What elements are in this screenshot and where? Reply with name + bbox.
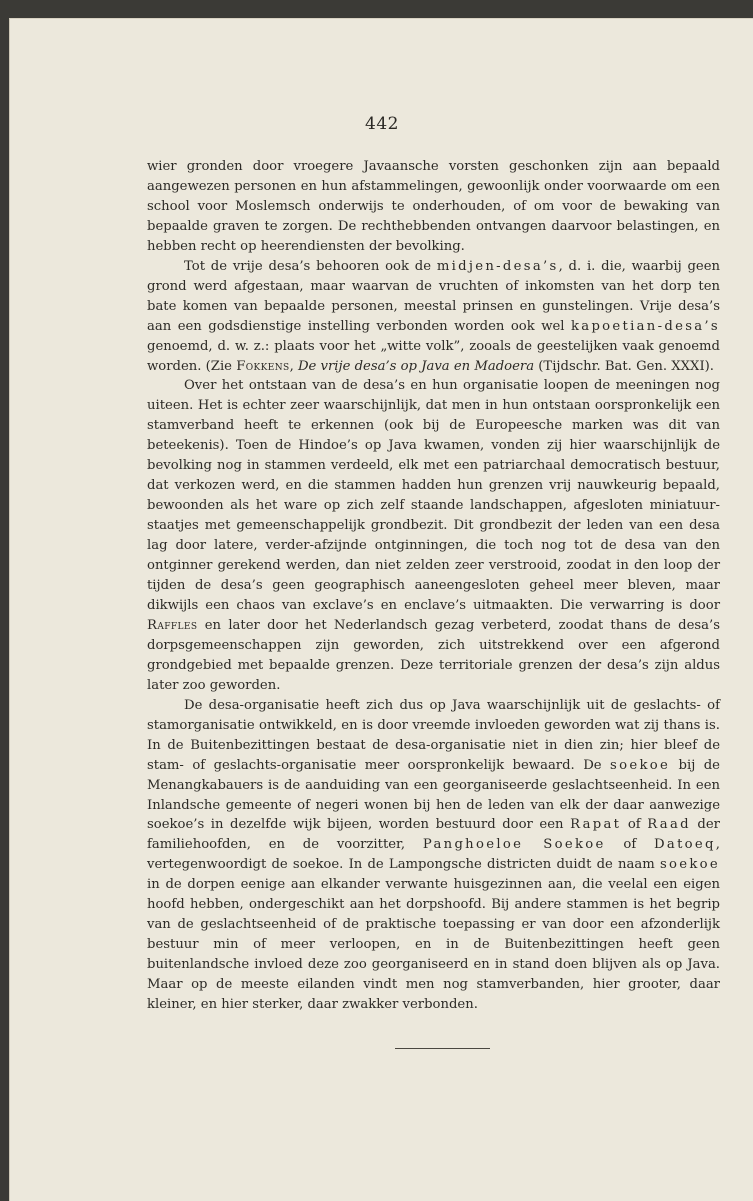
text-run: of	[621, 817, 648, 833]
spaced-term: Rapat	[570, 817, 622, 833]
paragraph-2	[147, 257, 720, 377]
text-run: bij de Menangkabauers is de aanduiding van een georganiseerde geslachtseenheid. In een Inlandsche gemeente of negeri wonen bij hen de leden van elk der daar aanwezige soekoe’s in dezelfde wijk bijeen, worden bestuurd door een	[147, 757, 720, 833]
spaced-term: midjen-desa’s	[436, 258, 559, 274]
text-run: in de dorpen eenige aan elkander verwante huisgezinnen aan, die veelal een eigen hoofd hebben, ondergeschikt aan het dorpshoofd. Bij andere stammen is het begrip van de geslachtseenheid of de praktische toepassing er van door een afzonderlijk bestuur min of meer verloopen, en in de Buitenbezittingen heeft geen buitenlandsche invloed deze zoo georganiseerd en in stand doen blijven als op Java. Maar op de meeste eilanden vindt men nog stamverbanden, hier grooter, daar kleiner, en hier sterker, daar zwakker verbonden.	[147, 877, 720, 1013]
paragraph-1: wier gronden door vroegere Javaansche vorsten geschonken zijn aan bepaald aangewezen personen en hun afstammelingen, gewoonlijk onder voorwaarde om een school voor Moslemsch onderwijs te onderhouden, of om voor de bewaking van bepaalde graven te zorgen. De rechthebbenden ontvangen daarvoor belastingen, en hebben recht op heerendiensten der bevolking.	[147, 159, 720, 254]
spaced-term: Panghoeloe Soekoe	[422, 837, 606, 853]
paragraph-3	[147, 376, 720, 695]
text-run: De desa-organisatie heeft zich dus op Java waarschijnlijk uit de geslachts- of stamorganisatie ontwikkeld, en is door vreemde invloeden geworden wat zij thans is. In de Buitenbezittingen bestaat de desa-organisatie niet in dien zin; hier bleef de stam- of geslachts-organisatie meer oorspronkelijk bewaard. De	[147, 697, 720, 773]
work-title: De vrije desa’s op Java en Madoera	[297, 358, 535, 374]
text-run: of	[605, 837, 655, 853]
text-run: ,	[289, 358, 298, 374]
text-run: , d. i. die, waarbij geen grond werd afgestaan, maar waarvan de vruchten of inkomsten van het dorp ten bate komen van bepaalde personen, meestal prinsen en gunstelingen. Vrije desa’s aan een godsdienstige instelling verbonden worden ook wel	[147, 258, 720, 334]
spaced-term: Raad	[647, 817, 691, 833]
spaced-term: Datoeq	[654, 837, 716, 853]
spaced-term: kapoetian-desa’s	[570, 318, 720, 334]
text-run: Over het ontstaan van de desa’s en hun organisatie loopen de meeningen nog uiteen. Het is echter zeer waarschijnlijk, dat men in hun ontstaan oorspronkelijk een stamverband heeft te erkennen (ook bij de Europeesche marken was dit van beteekenis). Toen de Hindoe’s op Java kwamen, vonden zij hier waarschijnlijk de bevolking nog in stammen verdeeld, elk met een patriarchaal democratisch bestuur, dat verkozen werd, en die stammen hadden hun grenzen vrij nauwkeurig bepaald, bewoonden als het ware op zich zelf staande landschappen, afgesloten miniatuur-staatjes met gemeenschappelijk grondbezit. Dit grondbezit der leden van een desa lag door latere, verder-afzijnde ontginningen, die toch nog tot de desa van den ontginner gerekend werden, dan niet zelden zeer verstrooid, zoodat in den loop der tijden de desa’s geen geographisch aaneengesloten geheel meer bleven, maar dikwijls een chaos van exclave’s en enclave’s uitmaakten. Die verwarring is door	[147, 378, 720, 613]
text-run: der familiehoofden, en de voorzitter,	[147, 817, 720, 853]
text-run: (Tijdschr. Bat. Gen. XXXI).	[534, 358, 714, 374]
author-name: Fokkens	[236, 358, 290, 374]
text-run: genoemd, d. w. z.: plaats voor het „witte volk”, zooals de geestelijken vaak genoemd worden. (Zie	[147, 338, 720, 374]
end-rule	[395, 1048, 490, 1049]
text-run: , vertegenwoordigt de soekoe. In de Lampongsche districten duidt de naam	[147, 837, 720, 873]
spaced-term: soekoe	[659, 857, 720, 873]
paragraph-4	[147, 696, 720, 1015]
body-text	[147, 157, 720, 1015]
text-run: Tot de vrije desa’s behooren ook de	[184, 258, 437, 274]
author-name: Raffles	[147, 617, 198, 633]
book-page	[9, 18, 753, 1201]
text-run: en later door het Nederlandsch gezag verbeterd, zoodat thans de desa’s dorpsgemeenschappen zijn geworden, zich uitstrekkend over een afgerond grondgebied met bepaalde grenzen. Deze territoriale grenzen der desa’s zijn aldus later zoo geworden.	[147, 617, 720, 693]
page-number: 442	[365, 114, 399, 134]
spaced-term: soekoe	[610, 757, 671, 773]
